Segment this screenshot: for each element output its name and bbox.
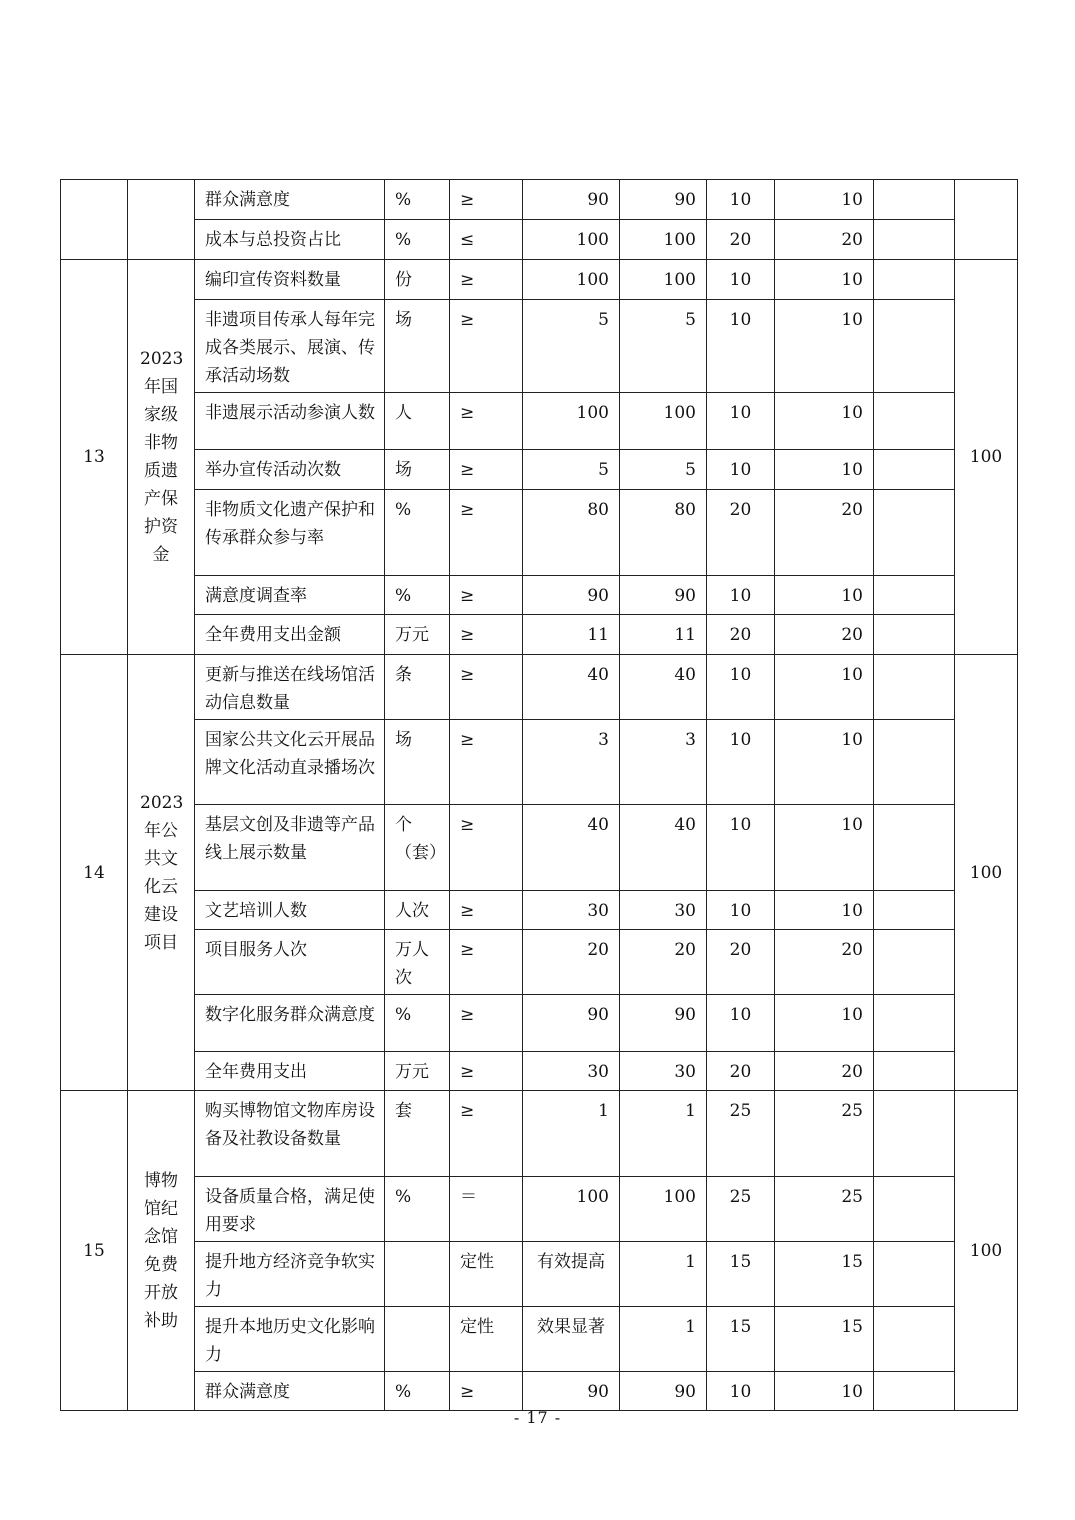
target-value: 100 [523, 393, 620, 450]
target-value: 3 [523, 720, 620, 805]
indicator-unit: % [385, 576, 450, 615]
weight-value: 10 [707, 995, 775, 1052]
project-name: 2023年国家级非物质遗产保护资金 [128, 260, 195, 655]
indicator-operator: 定性 [450, 1242, 523, 1307]
actual-value: 90 [620, 995, 707, 1052]
weight-value: 10 [707, 891, 775, 930]
indicator-name: 更新与推送在线场馆活动信息数量 [195, 655, 385, 720]
target-value: 100 [523, 220, 620, 260]
table-row [61, 1052, 1018, 1091]
actual-value: 80 [620, 490, 707, 576]
table-row [61, 1091, 1018, 1177]
weight-value: 10 [707, 655, 775, 720]
actual-value: 40 [620, 805, 707, 891]
actual-value: 3 [620, 720, 707, 805]
actual-value: 30 [620, 1052, 707, 1091]
score-value: 10 [775, 300, 874, 393]
score-value: 10 [775, 891, 874, 930]
weight-value: 20 [707, 490, 775, 576]
table-row [61, 1372, 1018, 1411]
actual-value: 20 [620, 930, 707, 995]
indicator-operator: ≥ [450, 300, 523, 393]
weight-value: 15 [707, 1307, 775, 1372]
note-cell [874, 490, 955, 576]
table-row [61, 393, 1018, 450]
indicator-name: 举办宣传活动次数 [195, 450, 385, 490]
note-cell [874, 930, 955, 995]
indicator-name: 非遗项目传承人每年完成各类展示、展演、传承活动场数 [195, 300, 385, 393]
weight-value: 10 [707, 805, 775, 891]
table-row [61, 655, 1018, 720]
actual-value: 90 [620, 180, 707, 220]
table-row [61, 615, 1018, 655]
indicator-unit: 个（套） [385, 805, 450, 891]
target-value: 30 [523, 891, 620, 930]
indicator-operator: ≥ [450, 180, 523, 220]
weight-value: 15 [707, 1242, 775, 1307]
actual-value: 90 [620, 1372, 707, 1411]
total-score: 100 [955, 1091, 1018, 1411]
indicator-operator: ≥ [450, 490, 523, 576]
note-cell [874, 393, 955, 450]
weight-value: 25 [707, 1091, 775, 1177]
indicator-unit: 万元 [385, 1052, 450, 1091]
weight-value: 10 [707, 720, 775, 805]
score-value: 10 [775, 995, 874, 1052]
indicator-name: 非遗展示活动参演人数 [195, 393, 385, 450]
score-value: 15 [775, 1242, 874, 1307]
actual-value: 100 [620, 1177, 707, 1242]
indicator-name: 群众满意度 [195, 180, 385, 220]
table-row [61, 930, 1018, 995]
table-row [61, 805, 1018, 891]
indicator-name: 购买博物馆文物库房设备及社教设备数量 [195, 1091, 385, 1177]
actual-value: 5 [620, 300, 707, 393]
actual-value: 1 [620, 1307, 707, 1372]
indicator-unit: 万人次 [385, 930, 450, 995]
weight-value: 10 [707, 393, 775, 450]
indicator-unit: 场 [385, 450, 450, 490]
note-cell [874, 891, 955, 930]
indicator-operator: ≥ [450, 1052, 523, 1091]
indicator-unit [385, 1242, 450, 1307]
weight-value: 10 [707, 1372, 775, 1411]
indicator-unit: % [385, 220, 450, 260]
total-score [955, 180, 1018, 260]
note-cell [874, 576, 955, 615]
score-value: 20 [775, 220, 874, 260]
indicator-name: 全年费用支出 [195, 1052, 385, 1091]
table-row [61, 995, 1018, 1052]
score-value: 10 [775, 180, 874, 220]
indicator-unit: % [385, 1177, 450, 1242]
table-row [61, 891, 1018, 930]
score-value: 15 [775, 1307, 874, 1372]
project-name [128, 180, 195, 260]
indicator-name: 国家公共文化云开展品牌文化活动直录播场次 [195, 720, 385, 805]
target-value: 11 [523, 615, 620, 655]
indicator-operator: ≥ [450, 450, 523, 490]
actual-value: 5 [620, 450, 707, 490]
target-value: 5 [523, 450, 620, 490]
project-name: 2023年公共文化云建设项目 [128, 655, 195, 1091]
indicator-operator: ≥ [450, 655, 523, 720]
actual-value: 90 [620, 576, 707, 615]
table-row [61, 180, 1018, 220]
target-value: 100 [523, 260, 620, 300]
target-value: 有效提高 [523, 1242, 620, 1307]
indicator-operator: ≤ [450, 220, 523, 260]
indicator-operator: ≥ [450, 720, 523, 805]
indicator-operator: ≥ [450, 393, 523, 450]
note-cell [874, 995, 955, 1052]
target-value: 1 [523, 1091, 620, 1177]
target-value: 40 [523, 655, 620, 720]
note-cell [874, 655, 955, 720]
indicator-name: 非物质文化遗产保护和传承群众参与率 [195, 490, 385, 576]
target-value: 20 [523, 930, 620, 995]
note-cell [874, 1307, 955, 1372]
indicator-operator: ≥ [450, 995, 523, 1052]
weight-value: 20 [707, 930, 775, 995]
indicator-operator: ≥ [450, 260, 523, 300]
actual-value: 100 [620, 260, 707, 300]
table-row [61, 720, 1018, 805]
score-value: 20 [775, 615, 874, 655]
indicator-operator: ≥ [450, 1091, 523, 1177]
indicator-unit: 条 [385, 655, 450, 720]
target-value: 80 [523, 490, 620, 576]
score-value: 10 [775, 720, 874, 805]
indicator-unit: % [385, 490, 450, 576]
note-cell [874, 805, 955, 891]
indicator-name: 编印宣传资料数量 [195, 260, 385, 300]
table-row [61, 1307, 1018, 1372]
note-cell [874, 1177, 955, 1242]
table-row [61, 576, 1018, 615]
weight-value: 10 [707, 180, 775, 220]
indicator-name: 基层文创及非遗等产品线上展示数量 [195, 805, 385, 891]
indicator-name: 项目服务人次 [195, 930, 385, 995]
weight-value: 20 [707, 615, 775, 655]
indicator-name: 文艺培训人数 [195, 891, 385, 930]
weight-value: 10 [707, 576, 775, 615]
actual-value: 100 [620, 220, 707, 260]
project-number: 15 [61, 1091, 128, 1411]
total-score: 100 [955, 655, 1018, 1091]
target-value: 90 [523, 1372, 620, 1411]
indicator-unit: 场 [385, 720, 450, 805]
note-cell [874, 450, 955, 490]
indicator-operator: ≥ [450, 576, 523, 615]
table-row [61, 260, 1018, 300]
performance-table [60, 179, 1018, 1411]
weight-value: 10 [707, 260, 775, 300]
score-value: 25 [775, 1091, 874, 1177]
indicator-operator: 定性 [450, 1307, 523, 1372]
page-number: - 17 - [513, 1408, 562, 1427]
target-value: 40 [523, 805, 620, 891]
indicator-operator: ＝ [450, 1177, 523, 1242]
note-cell [874, 260, 955, 300]
note-cell [874, 1372, 955, 1411]
score-value: 10 [775, 393, 874, 450]
indicator-name: 设备质量合格，满足使用要求 [195, 1177, 385, 1242]
score-value: 20 [775, 490, 874, 576]
indicator-name: 全年费用支出金额 [195, 615, 385, 655]
score-value: 10 [775, 450, 874, 490]
table-row [61, 450, 1018, 490]
project-number: 13 [61, 260, 128, 655]
actual-value: 1 [620, 1242, 707, 1307]
target-value: 90 [523, 180, 620, 220]
indicator-operator: ≥ [450, 1372, 523, 1411]
score-value: 10 [775, 805, 874, 891]
indicator-unit: 人次 [385, 891, 450, 930]
project-number: 14 [61, 655, 128, 1091]
weight-value: 20 [707, 1052, 775, 1091]
note-cell [874, 180, 955, 220]
target-value: 30 [523, 1052, 620, 1091]
indicator-unit: 人 [385, 393, 450, 450]
score-value: 10 [775, 655, 874, 720]
note-cell [874, 220, 955, 260]
indicator-unit: % [385, 995, 450, 1052]
table-row [61, 1242, 1018, 1307]
weight-value: 20 [707, 220, 775, 260]
note-cell [874, 300, 955, 393]
actual-value: 11 [620, 615, 707, 655]
indicator-name: 提升地方经济竞争软实力 [195, 1242, 385, 1307]
indicator-name: 满意度调查率 [195, 576, 385, 615]
indicator-operator: ≥ [450, 891, 523, 930]
target-value: 90 [523, 576, 620, 615]
score-value: 20 [775, 1052, 874, 1091]
actual-value: 1 [620, 1091, 707, 1177]
table-row [61, 490, 1018, 576]
table-row [61, 220, 1018, 260]
indicator-operator: ≥ [450, 930, 523, 995]
table-row [61, 300, 1018, 393]
weight-value: 10 [707, 300, 775, 393]
indicator-name: 提升本地历史文化影响力 [195, 1307, 385, 1372]
table-row [61, 1177, 1018, 1242]
indicator-unit: % [385, 180, 450, 220]
indicator-name: 数字化服务群众满意度 [195, 995, 385, 1052]
score-value: 10 [775, 260, 874, 300]
score-value: 10 [775, 1372, 874, 1411]
indicator-unit [385, 1307, 450, 1372]
note-cell [874, 1052, 955, 1091]
note-cell [874, 615, 955, 655]
actual-value: 30 [620, 891, 707, 930]
weight-value: 25 [707, 1177, 775, 1242]
actual-value: 100 [620, 393, 707, 450]
indicator-unit: 场 [385, 300, 450, 393]
actual-value: 40 [620, 655, 707, 720]
indicator-unit: 万元 [385, 615, 450, 655]
target-value: 效果显著 [523, 1307, 620, 1372]
target-value: 5 [523, 300, 620, 393]
weight-value: 10 [707, 450, 775, 490]
indicator-unit: 份 [385, 260, 450, 300]
score-value: 10 [775, 576, 874, 615]
note-cell [874, 1242, 955, 1307]
project-name: 博物馆纪念馆免费开放补助 [128, 1091, 195, 1411]
project-number [61, 180, 128, 260]
total-score: 100 [955, 260, 1018, 655]
note-cell [874, 1091, 955, 1177]
target-value: 100 [523, 1177, 620, 1242]
indicator-name: 群众满意度 [195, 1372, 385, 1411]
indicator-unit: % [385, 1372, 450, 1411]
score-value: 20 [775, 930, 874, 995]
note-cell [874, 720, 955, 805]
indicator-operator: ≥ [450, 615, 523, 655]
target-value: 90 [523, 995, 620, 1052]
indicator-unit: 套 [385, 1091, 450, 1177]
indicator-name: 成本与总投资占比 [195, 220, 385, 260]
score-value: 25 [775, 1177, 874, 1242]
indicator-operator: ≥ [450, 805, 523, 891]
